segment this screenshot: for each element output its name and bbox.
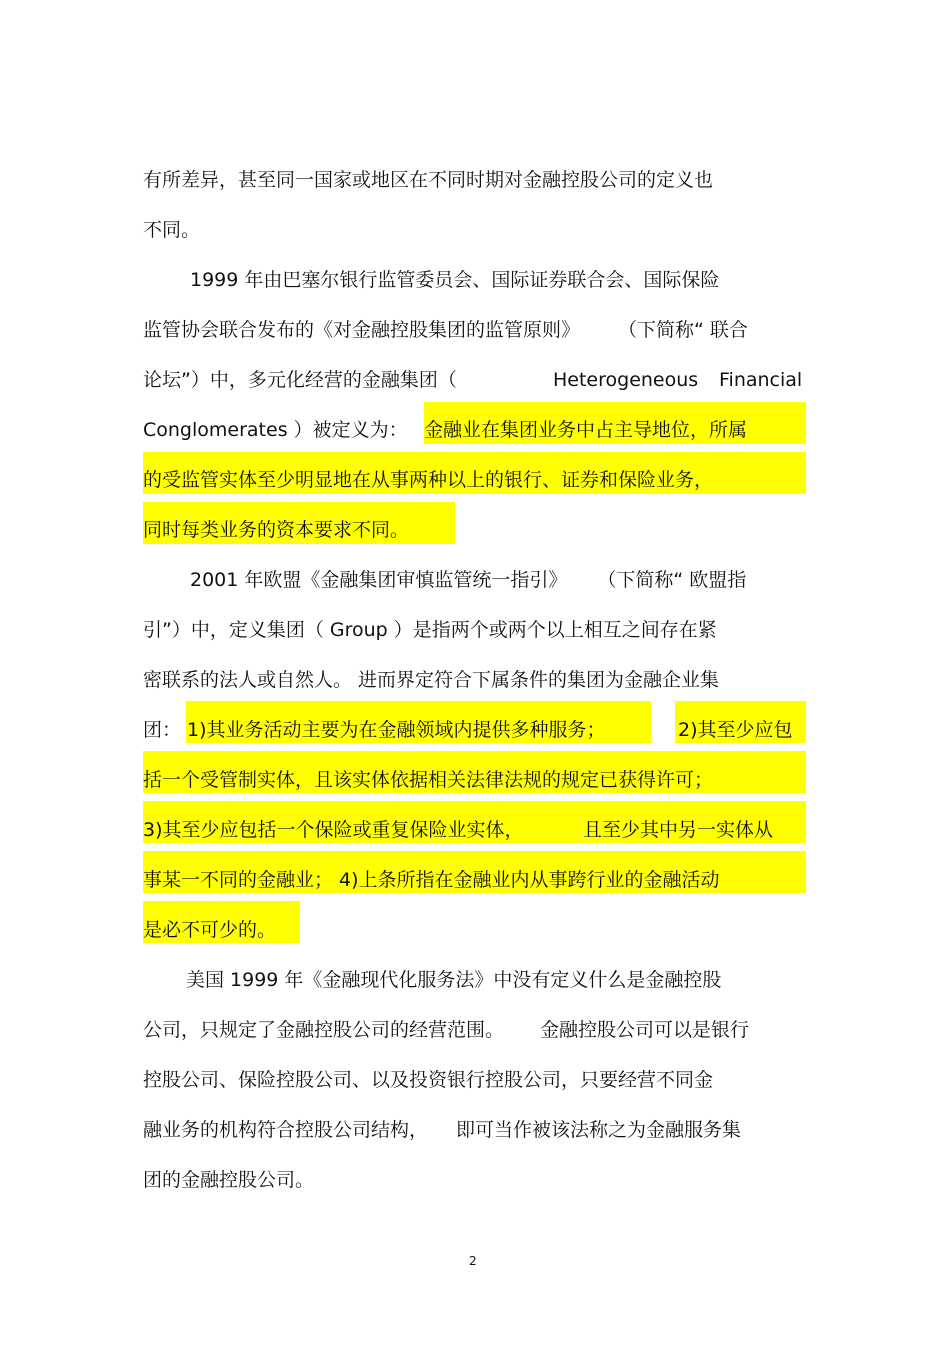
text-line: 密联系的法人或自然人。 进而界定符合下属条件的集团为金融企业集 — [143, 669, 720, 691]
text-line — [143, 1012, 749, 1048]
text-line — [143, 1112, 741, 1148]
text-line: 事某一不同的金融业； 4)上条所指在金融业内从事跨行业的金融活动 — [143, 869, 720, 891]
text-segment: （下简称“ 联合 — [618, 319, 748, 341]
text-segment: Financial — [719, 369, 803, 391]
text-line: 引”）中，定义集团（ Group ）是指两个或两个以上相互之间存在紧 — [143, 619, 717, 641]
text-segment: 金融控股公司可以是银行 — [540, 1019, 750, 1041]
text-segment: 论坛”）中，多元化经营的金融集团（ — [143, 369, 457, 391]
text-segment: 3)其至少应包括一个保险或重复保险业实体， — [143, 819, 524, 841]
text-line: 1999 年由巴塞尔银行监管委员会、国际证券联合会、国际保险 — [190, 269, 720, 291]
text-line — [190, 562, 746, 598]
text-line: 不同。 — [143, 219, 201, 241]
text-line — [143, 312, 748, 348]
text-line — [143, 812, 774, 848]
text-segment: （下简称“ 欧盟指 — [597, 569, 747, 591]
text-line — [143, 412, 748, 448]
text-line — [143, 362, 805, 398]
text-segment: 2)其至少应包 — [678, 719, 793, 741]
text-line — [143, 712, 793, 748]
text-line: 的受监管实体至少明显地在从事两种以上的银行、证券和保险业务， — [143, 469, 714, 491]
text-segment: 1)其业务活动主要为在金融领域内提供多种服务； — [187, 719, 606, 741]
text-line: 有所差异，甚至同一国家或地区在不同时期对金融控股公司的定义也 — [143, 169, 714, 191]
text-line: 美国 1999 年《金融现代化服务法》中没有定义什么是金融控股 — [186, 969, 722, 991]
text-segment: 即可当作被该法称之为金融服务集 — [456, 1119, 742, 1141]
text-segment: 金融业在集团业务中占主导地位，所属 — [424, 419, 748, 441]
page-number: 2 — [469, 1254, 477, 1268]
text-line: 控股公司、保险控股公司、以及投资银行控股公司，只要经营不同金 — [143, 1069, 714, 1091]
text-segment: Conglomerates ）被定义为： — [143, 419, 408, 441]
text-segment: 公司，只规定了金融控股公司的经营范围。 — [143, 1019, 505, 1041]
text-line: 团的金融控股公司。 — [143, 1169, 315, 1191]
text-line: 是必不可少的。 — [143, 919, 277, 941]
text-segment: 2001 年欧盟《金融集团审慎监管统一指引》 — [190, 569, 568, 591]
text-segment: 团： — [143, 719, 182, 741]
text-segment: 且至少其中另一实体从 — [583, 819, 774, 841]
text-line: 同时每类业务的资本要求不同。 — [143, 519, 410, 541]
text-segment: 融业务的机构符合控股公司结构， — [143, 1119, 429, 1141]
text-segment: Heterogeneous — [553, 369, 699, 391]
text-segment: 监管协会联合发布的《对金融控股集团的监管原则》 — [143, 319, 581, 341]
text-line: 括一个受管制实体，且该实体依据相关法律法规的规定已获得许可； — [143, 769, 714, 791]
